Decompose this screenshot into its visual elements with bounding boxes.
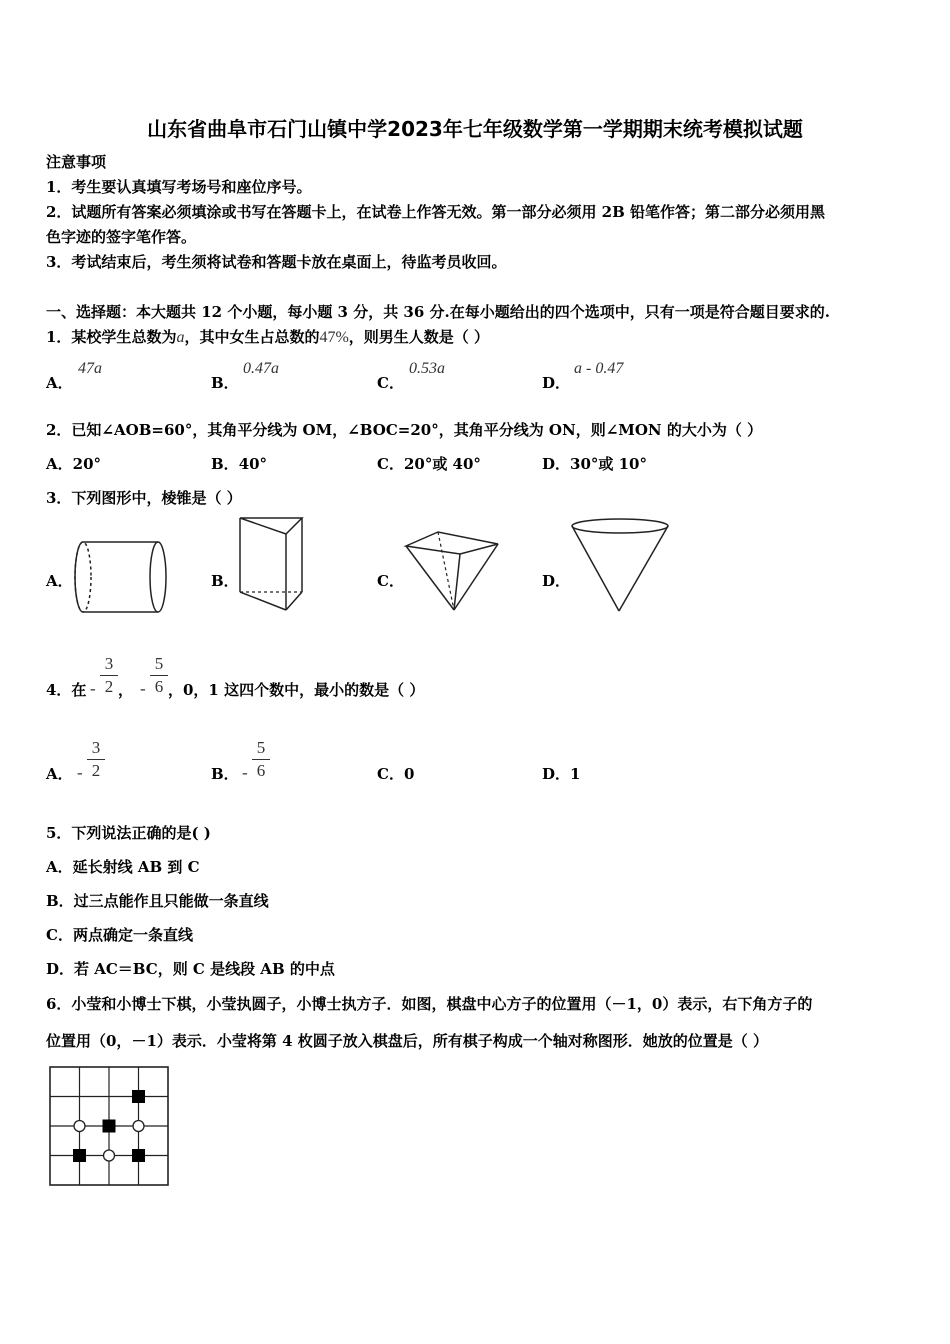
q2-option-c-value: 20°或 40° <box>403 455 481 473</box>
q4-text-pre: 4．在 <box>46 681 87 699</box>
question-6-line2: 位置用（0，－1）表示．小莹将第 4 枚圆子放入棋盘后，所有棋子构成一个轴对称图形．她放的位置是（ ） <box>46 1032 768 1050</box>
page-title: 山东省曲阜市石门山镇中学2023年七年级数学第一学期期末统考模拟试题 <box>147 117 803 141</box>
q1-option-d-value: a - 0.47 <box>574 360 624 377</box>
q1-variable: a <box>176 329 185 346</box>
question-3: 3．下列图形中，棱锥是（ ） <box>46 489 242 507</box>
cylinder-figure <box>66 536 176 618</box>
notice-item: 3．考试结束后，考生须将试卷和答题卡放在桌面上，待监考员收回。 <box>46 253 507 271</box>
q2-option-b-value: 40° <box>238 455 268 473</box>
q4-option-d[interactable] <box>542 765 580 783</box>
q4-option-b-sign: - <box>242 763 248 782</box>
chessboard-figure <box>46 1064 172 1188</box>
q2-option-d-label: D． <box>542 455 571 473</box>
notice-item: 2．试题所有答案必须填涂或书写在答题卡上，在试卷上作答无效。第一部分必须用 2B 铅笔作答；第二部分必须用黑 <box>46 203 826 221</box>
q2-option-a-value: 20° <box>72 455 102 473</box>
q3-option-a-label[interactable]: A． <box>46 572 73 590</box>
q1-option-c-value: 0.53a <box>409 360 445 377</box>
q2-option-a-label: A． <box>46 455 73 473</box>
fraction-bar <box>252 759 270 760</box>
fraction-bar <box>87 759 105 760</box>
q1-option-b-value: 0.47a <box>243 360 279 377</box>
pyramid-figure <box>402 528 502 614</box>
square-piece <box>73 1149 86 1162</box>
q4-option-b-fraction <box>252 738 270 781</box>
circle-piece <box>104 1150 115 1161</box>
q2-option-c-label: C． <box>377 455 404 473</box>
q4-option-b-label[interactable]: B． <box>211 765 239 783</box>
q4-fraction-1 <box>100 654 118 697</box>
q4-option-a-num: 3 <box>91 738 101 757</box>
q4-option-a-sign: - <box>77 763 83 782</box>
q1-option-a-label[interactable]: A． <box>46 374 73 392</box>
square-piece <box>132 1149 145 1162</box>
fraction-bar <box>150 675 168 676</box>
q3-option-b-label[interactable]: B． <box>211 572 239 590</box>
q4-frac1-den: 2 <box>104 677 114 696</box>
q4-text-post: ，0，1 这四个数中，最小的数是（ ） <box>168 681 425 699</box>
q4-separator: ， <box>118 681 134 699</box>
q4-option-c-value: 0 <box>403 765 415 783</box>
cone-figure <box>568 516 672 614</box>
q1-option-b-label[interactable]: B． <box>211 374 239 392</box>
q2-option-b[interactable] <box>211 455 267 473</box>
q5-option-c[interactable]: C．两点确定一条直线 <box>46 926 193 944</box>
q4-option-a-fraction <box>87 738 105 781</box>
q4-option-d-label: D． <box>542 765 571 783</box>
q1-option-c-label[interactable]: C． <box>377 374 404 392</box>
q4-option-d-value: 1 <box>570 765 581 783</box>
square-piece <box>132 1090 145 1103</box>
q2-option-d-value: 30°或 10° <box>570 455 647 473</box>
q4-option-c-label: C． <box>377 765 404 783</box>
q4-option-a-den: 2 <box>91 761 101 780</box>
q3-option-d-label[interactable]: D． <box>542 572 571 590</box>
circle-piece <box>74 1121 85 1132</box>
square-piece <box>103 1120 116 1133</box>
q2-option-a[interactable] <box>46 455 101 473</box>
q2-option-b-label: B． <box>211 455 239 473</box>
notice-item: 1．考生要认真填写考场号和座位序号。 <box>46 178 312 196</box>
q4-frac1-sign: - <box>90 679 96 698</box>
q4-option-c[interactable] <box>377 765 414 783</box>
q1-option-d-label[interactable]: D． <box>542 374 571 392</box>
circle-piece <box>133 1121 144 1132</box>
q4-option-b-den: 6 <box>256 761 266 780</box>
q4-frac2-sign: - <box>140 679 146 698</box>
q1-text-post: ，则男生人数是（ ） <box>348 328 490 346</box>
notice-heading: 注意事项 <box>46 153 107 171</box>
q4-option-b-num: 5 <box>256 738 266 757</box>
q4-frac2-den: 6 <box>154 677 164 696</box>
triangular-prism-figure <box>234 514 310 614</box>
q1-percent: 47% <box>319 329 349 346</box>
q5-option-b[interactable]: B．过三点能作且只能做一条直线 <box>46 892 269 910</box>
fraction-bar <box>100 675 118 676</box>
q2-option-c[interactable] <box>377 455 481 473</box>
section-heading: 一、选择题：本大题共 12 个小题，每小题 3 分，共 36 分.在每小题给出的四个选项中，只有一项是符合题目要求的. <box>46 303 830 321</box>
q1-text-pre: 1．某校学生总数为 <box>46 328 177 346</box>
q3-option-c-label[interactable]: C． <box>377 572 404 590</box>
q4-frac1-num: 3 <box>104 654 114 673</box>
q4-option-a-label[interactable]: A． <box>46 765 73 783</box>
q5-option-a[interactable]: A．延长射线 AB 到 C <box>46 858 200 876</box>
q2-option-d[interactable] <box>542 455 647 473</box>
q1-text-mid: ，其中女生占总数的 <box>184 328 320 346</box>
question-6-line1: 6．小莹和小博士下棋，小莹执圆子，小博士执方子．如图，棋盘中心方子的位置用（－1，0）表示，右下角方子的 <box>46 995 813 1013</box>
q5-option-d[interactable]: D．若 AC＝BC，则 C 是线段 AB 的中点 <box>46 960 335 978</box>
notice-item: 色字迹的签字笔作答。 <box>46 228 197 246</box>
q1-option-a-value: 47a <box>78 360 102 377</box>
q4-frac2-num: 5 <box>154 654 164 673</box>
question-1 <box>46 328 489 347</box>
question-2: 2．已知∠AOB=60°，其角平分线为 OM，∠BOC=20°，其角平分线为 ON，则∠MON 的大小为（ ） <box>46 421 763 439</box>
question-5: 5．下列说法正确的是( ) <box>46 824 211 842</box>
q4-fraction-2 <box>150 654 168 697</box>
